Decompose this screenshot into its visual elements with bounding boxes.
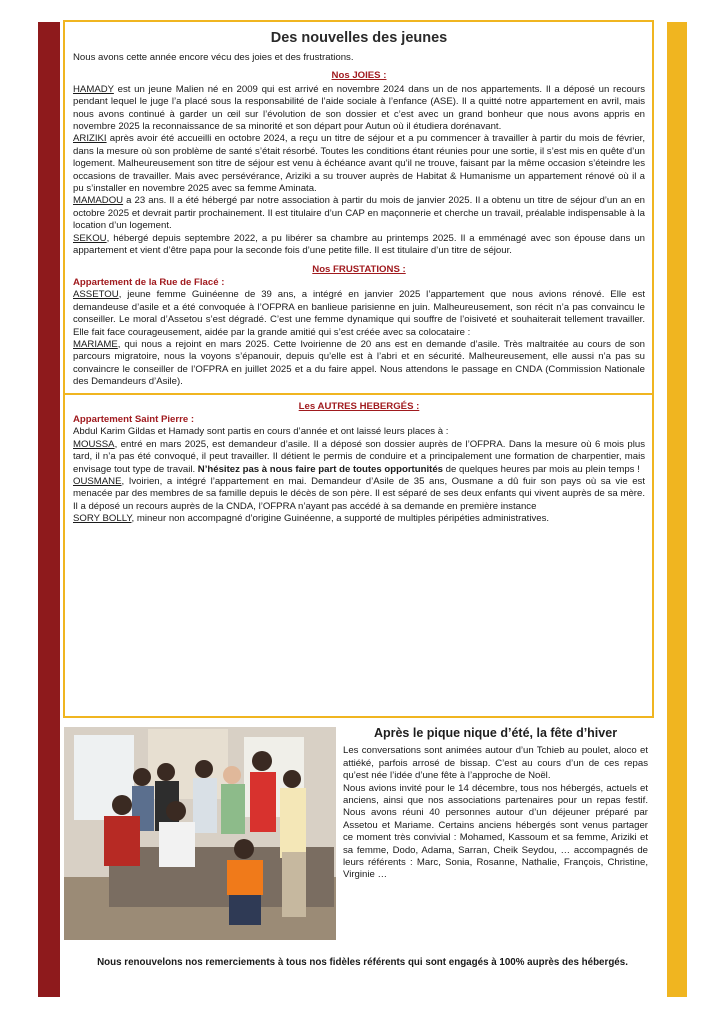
left-decorative-band xyxy=(38,22,60,997)
hamady-paragraph xyxy=(73,84,645,134)
ousmane-name: OUSMANE xyxy=(73,476,122,487)
news-frame xyxy=(63,20,654,718)
group-photo xyxy=(64,727,336,940)
moussa-paragraph xyxy=(73,439,645,476)
page-title: Des nouvelles des jeunes xyxy=(270,30,448,46)
ousmane-paragraph xyxy=(73,476,645,513)
assetou-paragraph xyxy=(73,289,645,339)
ariziki-name: ARIZIKI xyxy=(73,133,107,145)
autres-intro: Abdul Karim Gildas et Hamady sont partis en cours d’année et ont laissé leurs places à : xyxy=(73,426,449,438)
right-decorative-band xyxy=(667,22,687,997)
fete-paragraph-2: Nous avions invité pour le 14 décembre, tous nos hébergés, actuels et anciens, ainsi que nos associations partenaires pour un repas festif. Nous avons réuni 40 personnes autour d’un déjeuner préparé par Assetou et Mariame. Certains anciens hébergés sont venus partager ce moment très convivial : Mohamed, Kassoum et sa femme, Ariziki et sa femme, Dodo, Adama, Sarran, Cheik Seydou, … accompagnés de leurs référents : Marc, Sonia, Rosanne, Nathalie, François, Christine, Virginie … xyxy=(343,782,648,881)
joies-heading: Nos JOIES : xyxy=(331,70,387,82)
fete-heading: Après le pique nique d’été, la fête d’hiver xyxy=(373,726,618,740)
section-divider xyxy=(65,393,653,395)
hamady-text: est un jeune Malien né en 2009 qui est arrivé en novembre 2024 dans un de nos appartements. Il a déposé un recours pendant lequel le juge l’a placé sous la responsabilité de l’aide sociale à l’enfance (ASE). Il a quitté notre appartement en avril, mais nous avons continué à garder un œil sur l’évolution de son dossier et c’est avec un grand bonheur que nous avons appris en novembre 2025 la reconnaissance de sa minorité et son départ pour Autun où il étudiera dorénavant. xyxy=(73,83,645,133)
intro-text: Nous avons cette année encore vécu des joies et des frustrations. xyxy=(73,52,354,63)
mariame-name: MARIAME xyxy=(73,338,118,350)
flace-subheading: Appartement de la Rue de Flacé : xyxy=(73,276,225,288)
moussa-end: de quelques heures par mois au plein temps ! xyxy=(443,463,640,475)
assetou-name: ASSETOU xyxy=(73,289,119,301)
assetou-text: , jeune femme Guinéenne de 39 ans, a intégré en janvier 2025 l’appartement que nous avions rénové. Elle est demandeuse d’asile et a été convoquée à l’OFPRA en banlieue parisienne en juin. Malheureusement, son récit n’a pas convaincu le conseiller. Le moral d’Assetou s’est dégradé. C’est une femme dynamique qui souffre de l’oisiveté et souhaiterait tellement travailler. Elle fait face courageusement, aidée par la grande amitié qui s’est créée avec sa colocataire : xyxy=(73,289,645,338)
mariame-text: , qui nous a rejoint en mars 2025. Cette Ivoirienne de 20 ans est en demande d’asile. Très maltraitée au cours de son parcours migratoire, nous la voyons s’épanouir, depuis qu’elle est à l’abri et en sécurité. Malheureusement, elle aussi n’a pas su convaincre le conseiller de l’OFPRA en juillet 2025 et a du faire appel. Nous attendons le passage en CNDA (Commission Nationale des Demandeurs d’Asile). xyxy=(73,338,645,388)
autres-heading: Les AUTRES HEBERGÉS : xyxy=(298,400,420,412)
sory-paragraph xyxy=(73,513,645,525)
mamadou-text: a 23 ans. Il a été hébergé par notre association à partir du mois de janvier 2025. Il a obtenu un titre de séjour d’un an en octobre 2025 et devrait partir prochainement. Il est titulaire d’un CAP en maçonnerie et cherche un travail, préalable indispensable à la location d’un logement. xyxy=(73,195,645,232)
fete-section xyxy=(343,727,648,882)
ariziki-paragraph xyxy=(73,133,645,195)
sory-name: SORY BOLLY xyxy=(73,513,132,525)
sekou-text: , hébergé depuis septembre 2022, a pu libérer sa chambre au printemps 2025. Il a emménagé avec son épouse dans un appartement et vient d’être papa pour la seconde fois d’une petite fille. Il est titulaire d’un titre de séjour. xyxy=(73,232,645,257)
mamadou-paragraph xyxy=(73,195,645,232)
mariame-paragraph xyxy=(73,339,645,389)
saint-pierre-subheading: Appartement Saint Pierre : xyxy=(73,413,195,425)
sekou-paragraph xyxy=(73,233,645,258)
ariziki-text: après avoir été accueilli en octobre 2024, a reçu un titre de séjour et a pu commencer à travailler à partir du mois de février, dans la mesure où son problème de santé s’était résorbé. Toutes les conditions étant réunies pour une sortie, il s’est mis en quête d’un logement. Malheureusement son titre de séjour est venu à échéance avant qu’il ne trouve, faisant par la même occasion s’éteindre les occasions de travailler. Mais avec persévérance, Ariziki a su trouver auprès de Habitat & Humanisme un appartement rénové où il a pu s’installer en novembre 2025 avec sa femme Aminata. xyxy=(73,133,645,195)
moussa-name: MOUSSA xyxy=(73,438,115,450)
ousmane-text: , Ivoirien, a intégré l’appartement en mai. Demandeur d’Asile de 35 ans, Ousmane a dû fuir son pays où sa vie est menacée par des membres de sa famille depuis le décès de son père. Il est séparé de ses deux enfants qui vivent auprès de sa mère. Il a déposé un recours auprès de la CNDA, l’OFPRA n’ayant pas accédé à sa demande en première instance xyxy=(73,476,645,512)
news-content xyxy=(73,28,645,526)
moussa-text: , entré en mars 2025, est demandeur d’asile. Il a déposé son dossier auprès de l’OFPRA. Dans la mesure où 6 mois plus tard, il n’a pas été convoqué, il peut travailler. Il détient le permis de conduire et a principalement une formation de charpentier, mais envisage tout type de travail. xyxy=(73,438,645,475)
frustrations-heading: Nos FRUSTATIONS : xyxy=(312,263,406,275)
hamady-name: HAMADY xyxy=(73,83,114,95)
moussa-appeal: N’hésitez pas à nous faire part de toutes opportunités xyxy=(197,463,444,475)
mamadou-name: MAMADOU xyxy=(73,195,124,207)
sekou-name: SEKOU xyxy=(73,232,107,244)
fete-paragraph-1: Les conversations sont animées autour d’un Tchieb au poulet, aloco et attiéké, parfois arrosé de bissap. C’est au cours d’un de ces repas qu’est née l’idée d’une fête à l’approche de Noël. xyxy=(343,745,648,782)
sory-text: , mineur non accompagné d’origine Guinéenne, a supporté de multiples péripéties administratives. xyxy=(131,513,550,525)
thanks-line: Nous renouvelons nos remerciements à tous nos fidèles référents qui sont engagés à 100% auprès des hébergés. xyxy=(97,957,628,968)
